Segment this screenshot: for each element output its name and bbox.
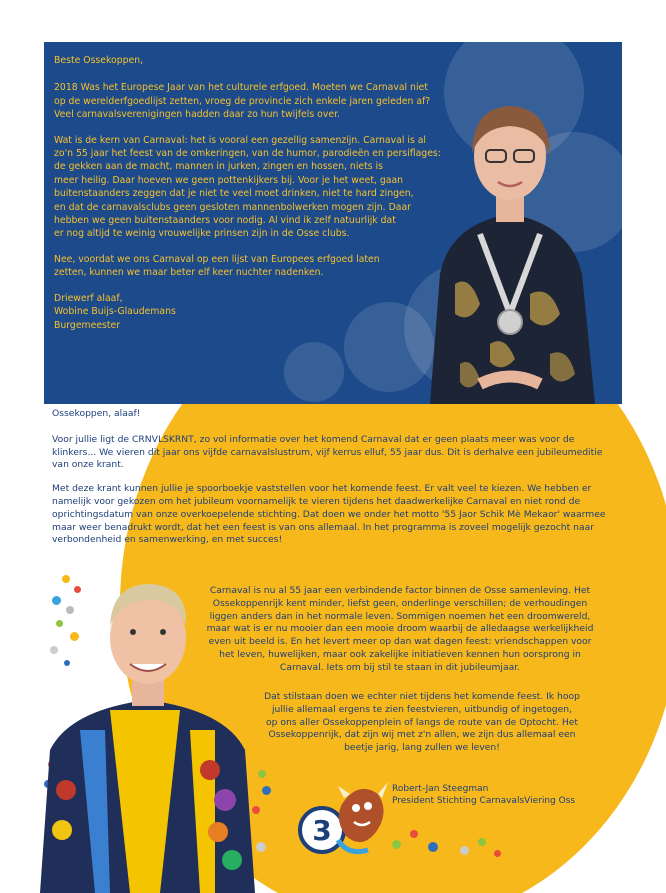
center-line: maar wat is er nu mooier dan een mooie droom waarbij de alledaagse werkelijkheid <box>206 623 594 635</box>
center-line: even uit beeld is. En het levert meer op dan wat dagen feest: vriendschappen voor <box>208 636 592 648</box>
center-line: op ons aller Ossekoppenplein of langs de route van de Optocht. Het <box>265 716 579 728</box>
mayor-letter-closing: Driewerf alaaf, <box>54 292 123 304</box>
president-signer-title: President Stichting CarnavalsViering Oss <box>392 796 576 806</box>
president-letter-paragraph: Voor jullie ligt de CRNVLSKRNT, zo vol informatie over het komend Carnaval dat er geen plaats meer was voor de klinkers... We vieren dit jaar ons vijfde carnavalslustrum, vijf kerrus elluf, 55 jaar dus. Dit is derhalve een jubileumeditie van onze krant. <box>52 433 603 471</box>
mayor-letter-text <box>54 54 454 332</box>
mascot-badge-icon <box>298 770 390 862</box>
mayor-letter-paragraph: 2018 Was het Europese Jaar van het culturele erfgoed. Moeten we Carnaval niet op de werelderfgoedlijst zetten, vroeg de provincie zich enkele jaren geleden af? Veel carnavalsverenigingen hadden daar zo hun twijfels over. <box>54 82 431 121</box>
center-line: Ossekoppenrijk kent minder, liefst geen, onderlinge verschillen; de verhoudingen <box>212 597 588 609</box>
president-portrait-image <box>40 560 255 893</box>
mayor-letter-paragraph: Wat is de kern van Carnaval: het is vooral een gezellig samenzijn. Carnaval is al zo'n 55 jaar het feest van de omkeringen, van de humor, parodieën en persiflages: de gekken aan de macht, mannen in jurken, zingen en hossen, niets is meer heilig. Daar hoeven we geen pottenkijkers bij. Voor je het weet, gaan buitenstaanders zeggen dat je niet te veel moet drinken, niet te hard zingen, en dat de carnavalsclubs geen gesloten mannenbolwerken mogen zijn. Daar hebben we geen buitenstaanders voor nodig. Al vind ik zelf natuurlijk dat er nog altijd te weinig vrouwelijke prinsen zijn in de Osse clubs. <box>54 134 441 240</box>
president-letter-text <box>52 408 612 558</box>
president-letter-center-paragraph <box>232 691 612 755</box>
bokeh-circle <box>284 342 344 402</box>
center-line: Carnaval is nu al 55 jaar een verbindende factor binnen de Osse samenleving. Het <box>209 585 591 596</box>
center-line: Ossekoppenrijk, dat zijn wij met z'n allen, we zijn dus allemaal een <box>268 729 576 741</box>
center-line: Dat stilstaan doen we echter niet tijdens het komende feest. Ik hoop <box>264 691 580 702</box>
center-line: liggen anders dan in het normale leven. Sommigen noemen het een droomwereld, <box>209 610 591 622</box>
mascot-number: 3 <box>312 814 332 847</box>
mayor-letter-panel <box>44 42 622 404</box>
center-line: beetje jarig, lang zullen we leven! <box>344 742 500 754</box>
president-letter-greeting: Ossekoppen, alaaf! <box>52 408 141 419</box>
mayor-letter-greeting: Beste Ossekoppen, <box>54 55 144 66</box>
mayor-signer-title: Burgemeester <box>54 319 121 331</box>
mayor-signer-name: Wobine Buijs-Glaudemans <box>54 306 176 318</box>
center-line: het leven, huwelijken, maar ook zakelijke initiatieven kennen hun oorsprong in <box>219 648 581 660</box>
center-line: Carnaval. Iets om bij stil te staan in dit jubileumjaar. <box>279 661 521 673</box>
mayor-letter-paragraph: Nee, voordat we ons Carnaval op een lijst van Europees erfgoed laten zetten, kunnen we maar beter elf keer nuchter nadenken. <box>54 253 380 279</box>
president-signer-name: Robert-Jan Steegman <box>392 784 489 794</box>
center-line: jullie allemaal ergens te zien feestvieren, uitbundig of ingetogen, <box>271 703 573 715</box>
president-letter-paragraph: Met deze krant kunnen jullie je spoorboekje vaststellen voor het komende feest. Er valt veel te kiezen. We hebben er namelijk voor gekozen om het jubileum voornamelijk te vieren tijdens het daadwerkelijke Carnaval en niet rond de oprichtingsdatum van onze overkoepelende stichting. Dat doen we onder het motto '55 Jaor Schik Mè Mekaor' waarmee maar weer benadrukt wordt, dat het een feest is van ons allemaal. In het programma is zoveel mogelijk gezocht naar verbondenheid en samenwerking, en met succes! <box>52 483 606 546</box>
president-signature <box>392 783 622 807</box>
